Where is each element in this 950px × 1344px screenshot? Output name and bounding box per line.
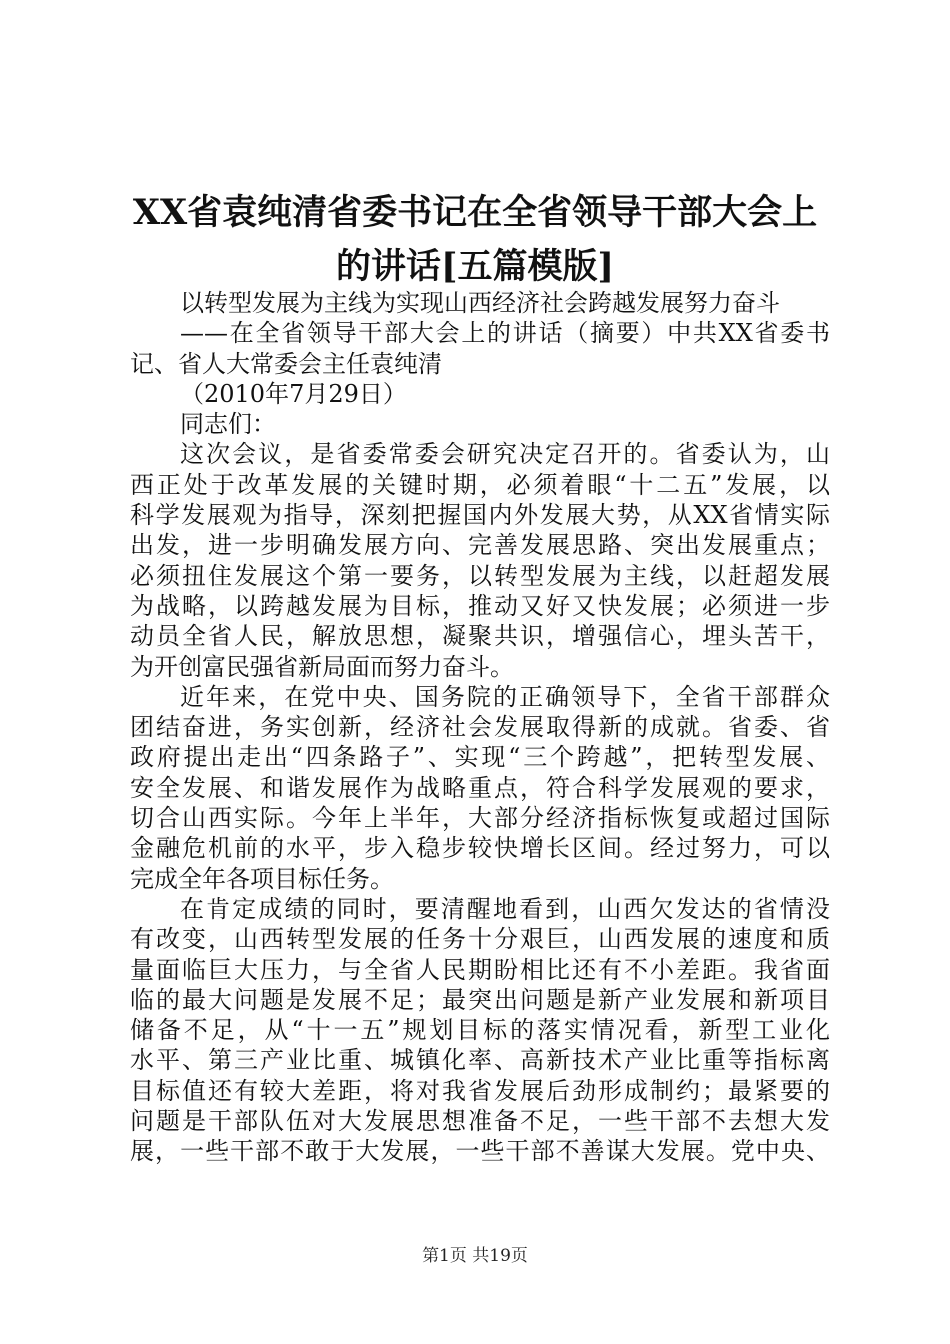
body-line: 为开创富民强省新局面而努力奋斗。	[130, 652, 514, 681]
body-line: 安全发展、和谐发展作为战略重点，符合科学发展观的要求，	[130, 773, 830, 802]
body-line: 政府提出走出“四条路子”、实现“三个跨越”，把转型发展、	[130, 743, 830, 772]
body-line: 完成全年各项目标任务。	[130, 864, 394, 893]
body-line: 水平、第三产业比重、城镇化率、高新技术产业比重等指标离	[130, 1046, 830, 1075]
body-line: ——在全省领导干部大会上的讲话（摘要）中共XX省委书	[180, 319, 830, 348]
body-line: 近年来，在党中央、国务院的正确领导下，全省干部群众	[180, 682, 830, 711]
body-line: 以转型发展为主线为实现山西经济社会跨越发展努力奋斗	[180, 289, 780, 317]
document-body	[130, 288, 830, 1167]
body-line: 同志们：	[180, 410, 276, 439]
body-line: 科学发展观为指导，深刻把握国内外发展大势，从XX省情实际	[130, 501, 830, 530]
body-line: 目标值还有较大差距，将对我省发展后劲形成制约；最紧要的	[130, 1076, 830, 1105]
body-line: 团结奋进，务实创新，经济社会发展取得新的成就。省委、省	[130, 713, 830, 742]
document-title-line-2: 的讲话[五篇模版]	[335, 246, 615, 287]
body-line: 金融危机前的水平，步入稳步较快增长区间。经过努力，可以	[130, 834, 830, 863]
body-line: 动员全省人民，解放思想，凝聚共识，增强信心，埋头苦干，	[130, 622, 830, 651]
body-line: 必须扭住发展这个第一要务，以转型发展为主线，以赶超发展	[130, 561, 830, 590]
body-line: 切合山西实际。今年上半年，大部分经济指标恢复或超过国际	[130, 804, 830, 833]
body-line: 记、省人大常委会主任袁纯清	[130, 349, 442, 378]
body-line: 临的最大问题是发展不足；最突出问题是新产业发展和新项目	[130, 985, 830, 1014]
body-line: 为战略，以跨越发展为目标，推动又好又快发展；必须进一步	[130, 591, 830, 620]
body-line: 量面临巨大压力，与全省人民期盼相比还有不小差距。我省面	[130, 955, 830, 984]
body-line: 西正处于改革发展的关键时期，必须着眼“十二五”发展，以	[130, 470, 830, 499]
body-line: 有改变，山西转型发展的任务十分艰巨，山西发展的速度和质	[130, 925, 830, 954]
body-line: 储备不足，从“十一五”规划目标的落实情况看，新型工业化	[130, 1016, 830, 1045]
body-line: （2010年7月29日）	[180, 379, 407, 408]
page-footer: 第1页 共19页	[422, 1246, 528, 1266]
body-line: 出发，进一步明确发展方向、完善发展思路、突出发展重点；	[130, 531, 830, 560]
body-line: 这次会议，是省委常委会研究决定召开的。省委认为，山	[180, 440, 830, 469]
body-line: 在肯定成绩的同时，要清醒地看到，山西欠发达的省情没	[180, 894, 830, 923]
document-title-line-1: XX省袁纯清省委书记在全省领导干部大会上	[132, 192, 818, 233]
body-line: 展，一些干部不敢于大发展，一些干部不善谋大发展。党中央、	[130, 1137, 830, 1166]
body-line: 问题是干部队伍对大发展思想准备不足，一些干部不去想大发	[130, 1107, 830, 1136]
